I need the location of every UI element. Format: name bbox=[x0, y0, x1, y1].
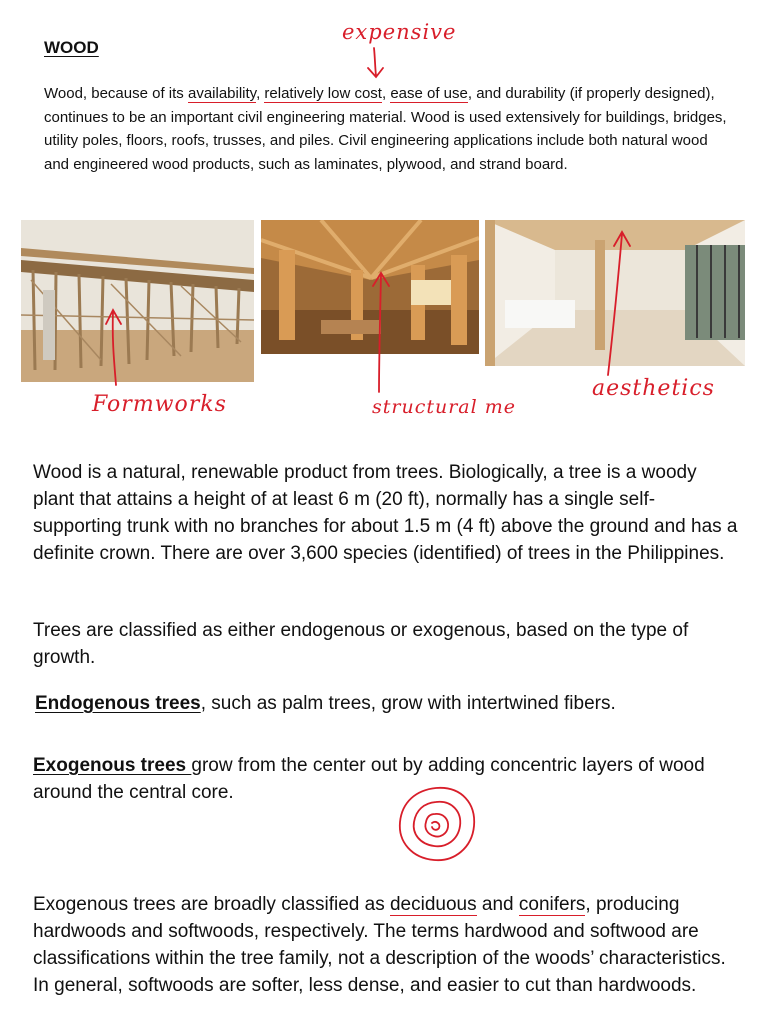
term-exogenous-trees: Exogenous trees bbox=[33, 755, 192, 776]
annotation-arrow-down bbox=[360, 46, 390, 80]
underlined-conifers: conifers bbox=[518, 894, 586, 915]
underlined-relatively-low-cost: relatively low cost bbox=[264, 85, 382, 102]
annotation-formworks: Formworks bbox=[92, 392, 227, 417]
paragraph-hardwood-softwood: Exogenous trees are broadly classified as deciduous and conifers, producing hardwoods and softwoods, respectively. The terms hardwood and softwood are classifications within the tree family, not a description of the woods’ characteristics. In general, softwoods are softer, less dense, and easier to cut than hardwoods. bbox=[33, 894, 726, 996]
annotation-structural: structural me bbox=[372, 396, 517, 418]
underlined-deciduous: deciduous bbox=[389, 894, 477, 915]
paragraph-exogenous: Exogenous trees grow from the center out by adding concentric layers of wood around the central core. bbox=[33, 755, 705, 803]
annotation-aesthetics: aesthetics bbox=[592, 376, 715, 401]
paragraph-tree-classification: Trees are classified as either endogenous or exogenous, based on the type of growth. bbox=[33, 620, 689, 668]
paragraph-tree-definition: Wood is a natural, renewable product from trees. Biologically, a tree is a woody plant that attains a height of at least 6 m (20 ft), normally has a single self-supporting trunk with no branches for about 1.5 m (4 ft) above the ground and has a definite crown. There are over 3,600 species (identified) of trees in the Philippines. bbox=[33, 462, 738, 564]
page-title: WOOD bbox=[44, 38, 99, 57]
intro-paragraph: Wood, because of its availability, relatively low cost, ease of use, and durability (if properly designed), continues to be an important civil engineering material. Wood is used extensively for buildings, bridges, utility poles, floors, roofs, trusses, and piles. Civil engineering applications include both natural wood and engineered wood products, such as laminates, plywood, and strand board. bbox=[44, 85, 727, 173]
underlined-availability: availability bbox=[187, 85, 257, 102]
term-endogenous-trees: Endogenous trees bbox=[35, 693, 201, 714]
underlined-ease-of-use: ease of use bbox=[390, 85, 468, 102]
paragraph-endogenous: Endogenous trees, such as palm trees, grow with intertwined fibers. bbox=[35, 693, 616, 714]
annotation-expensive: expensive bbox=[342, 20, 457, 44]
concentric-rings-sketch bbox=[392, 782, 480, 866]
